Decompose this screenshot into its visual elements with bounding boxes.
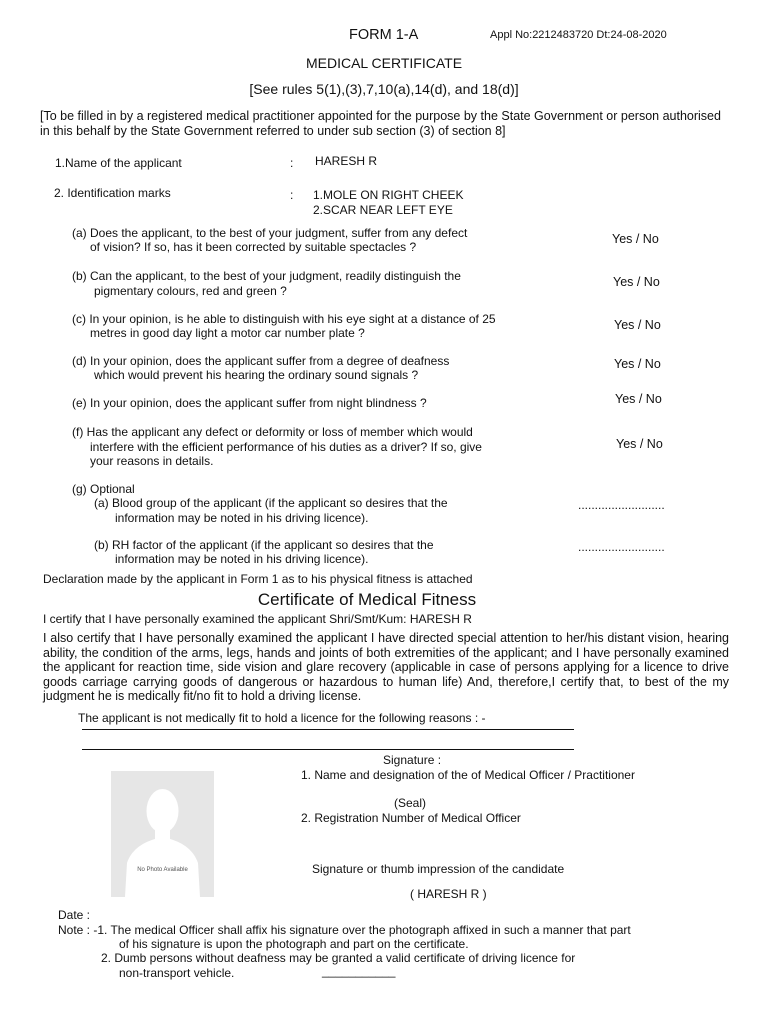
question-d-cont: which would prevent his hearing the ordinary sound signals ? (94, 368, 419, 382)
question-f-cont2: your reasons in details. (90, 454, 214, 468)
identification-mark-1: 1.MOLE ON RIGHT CHEEK (313, 188, 464, 202)
note-1: Note : -1. The medical Officer shall affix his signature over the photograph affixed in such a manner that part (58, 923, 631, 937)
yes-no-c: Yes / No (614, 318, 661, 332)
question-f: (f) Has the applicant any defect or deformity or loss of member which would (72, 425, 473, 439)
question-d: (d) In your opinion, does the applicant suffer from a degree of deafness (72, 354, 450, 368)
rh-factor-question: (b) RH factor of the applicant (if the applicant so desires that the (94, 538, 434, 552)
applicant-photo (111, 771, 214, 897)
date-label: Date : (58, 908, 91, 922)
question-g-optional: (g) Optional (72, 482, 135, 496)
rules-reference: [See rules 5(1),(3),7,10(a),14(d), and 18(d)] (249, 81, 519, 97)
question-b: (b) Can the applicant, to the best of your judgment, readily distinguish the (72, 269, 461, 283)
note-2-cont: non-transport vehicle. (119, 966, 235, 980)
question-f-cont: interfere with the efficient performance of his duties as a driver? If so, give (90, 440, 482, 454)
yes-no-b: Yes / No (613, 275, 660, 289)
person-placeholder-icon (111, 771, 214, 897)
certificate-title: Certificate of Medical Fitness (257, 590, 477, 609)
note-2: 2. Dumb persons without deafness may be granted a valid certificate of driving licence for (101, 951, 576, 965)
question-c-cont: metres in good day light a motor car number plate ? (90, 326, 365, 340)
yes-no-d: Yes / No (614, 357, 661, 371)
question-a-cont: of vision? If so, has it been corrected by suitable spectacles ? (90, 240, 417, 254)
colon: : (290, 156, 294, 170)
seal-label: (Seal) (394, 796, 427, 810)
yes-no-a: Yes / No (612, 232, 659, 246)
yes-no-e: Yes / No (615, 392, 662, 406)
reason-line-1 (82, 729, 574, 730)
officer-name-designation: 1. Name and designation of the of Medical Officer / Practitioner (301, 768, 635, 782)
intro-text: [To be filled in by a registered medical practitioner appointed for the purpose by the State Government or person authorised in this behalf by the State Government referred to under sub section (3) of section 8] (40, 109, 721, 138)
document-title: MEDICAL CERTIFICATE (305, 55, 463, 71)
rh-factor-question-cont: information may be noted in his driving licence). (115, 552, 369, 566)
certify-statement: I certify that I have personally examined the applicant Shri/Smt/Kum: HARESH R (43, 612, 472, 626)
yes-no-f: Yes / No (616, 437, 663, 451)
note-1-cont: of his signature is upon the photograph and part on the certificate. (119, 937, 469, 951)
signature-label: Signature : (383, 753, 442, 767)
rh-factor-blank: .......................... (578, 540, 665, 554)
identification-mark-2: 2.SCAR NEAR LEFT EYE (313, 203, 453, 217)
question-a: (a) Does the applicant, to the best of your judgment, suffer from any defect (72, 226, 468, 240)
question-c: (c) In your opinion, is he able to distinguish with his eye sight at a distance of 25 (72, 312, 496, 326)
question-e: (e) In your opinion, does the applicant suffer from night blindness ? (72, 396, 427, 410)
candidate-signature-label: Signature or thumb impression of the candidate (312, 862, 565, 876)
no-photo-label: No Photo Available (137, 867, 188, 873)
blood-group-question: (a) Blood group of the applicant (if the applicant so desires that the (94, 496, 448, 510)
blood-group-blank: .......................... (578, 498, 665, 512)
certification-paragraph: I also certify that I have personally examined the applicant I have directed special attention to her/his distant vision, hearing ability, the condition of the arms, legs, hands and joints of both extremities of the applicant; and I have personally examined the applicant for reaction time, side vision and glare recovery (applicable in case of persons applying for a licence to drive goods carriage carrying goods of dangerous or hazardous to human life) And, therefore,I certify that, to best of the my judgment he is medically fit/no fit to hold a driving license. (43, 631, 729, 704)
applicant-name-label: 1.Name of the applicant (55, 156, 182, 170)
identification-marks-label: 2. Identification marks (54, 186, 171, 200)
applicant-name-value: HARESH R (315, 154, 378, 168)
colon: : (290, 188, 294, 202)
question-b-cont: pigmentary colours, red and green ? (94, 284, 287, 298)
candidate-name: ( HARESH R ) (410, 887, 487, 901)
registration-number-label: 2. Registration Number of Medical Officer (301, 811, 521, 825)
reason-line-2 (82, 749, 574, 750)
footer-underline: ___________ (322, 964, 396, 978)
declaration-text: Declaration made by the applicant in Form 1 as to his physical fitness is attached (43, 572, 473, 586)
application-number: Appl No:2212483720 Dt:24-08-2020 (490, 29, 667, 41)
not-fit-reasons-label: The applicant is not medically fit to hold a licence for the following reasons : - (78, 711, 486, 725)
form-number: FORM 1-A (349, 27, 419, 43)
blood-group-question-cont: information may be noted in his driving licence). (115, 511, 369, 525)
